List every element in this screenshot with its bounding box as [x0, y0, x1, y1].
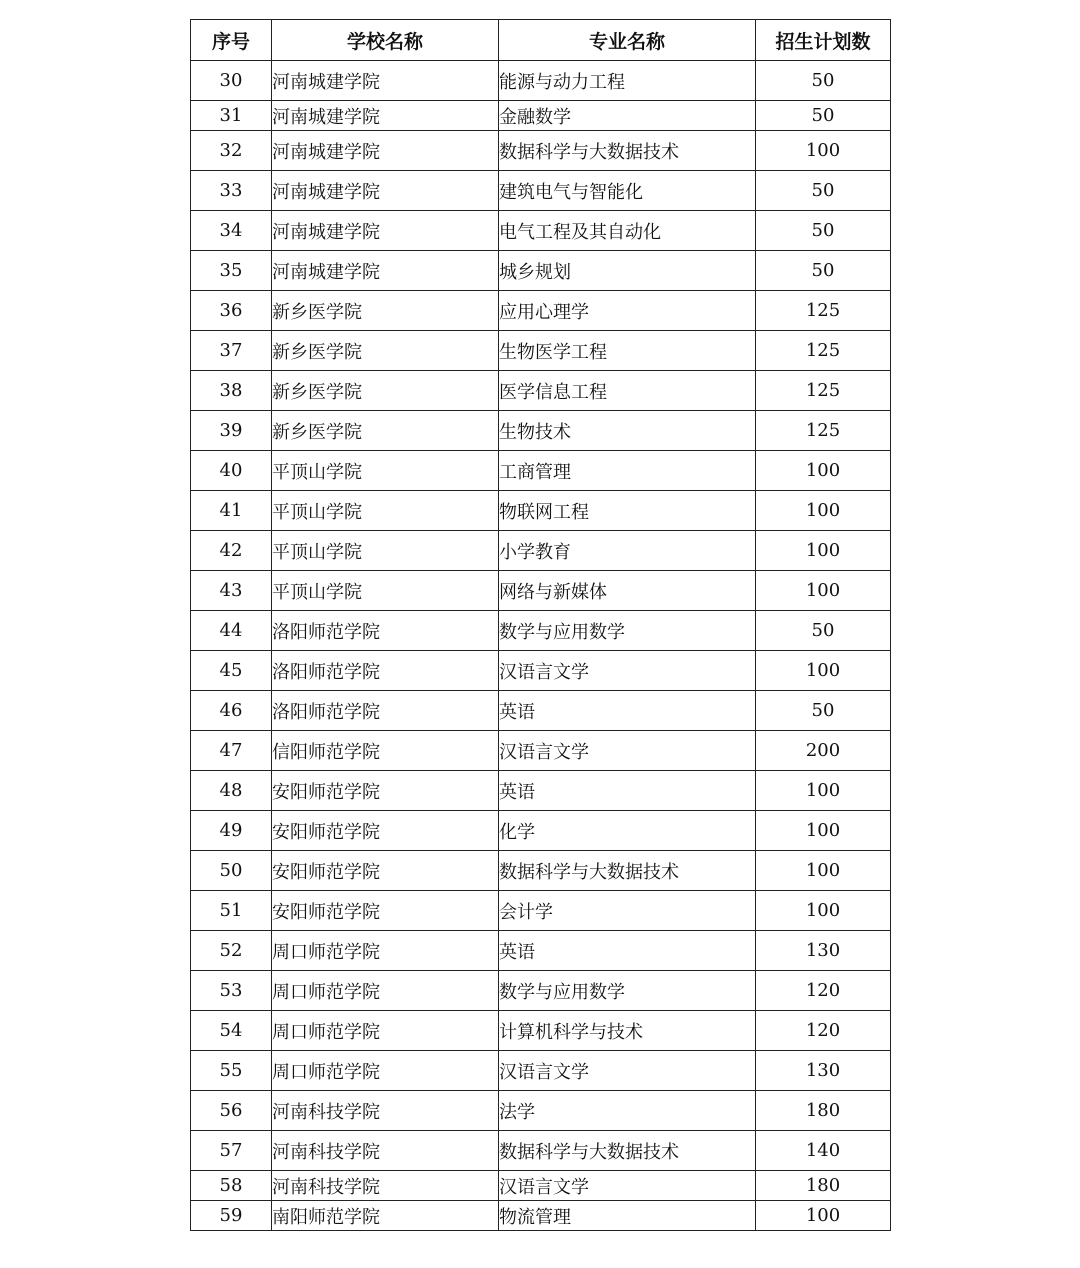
- major-name-cell: 小学教育: [499, 531, 756, 571]
- enrollment-plan-cell: 100: [756, 651, 891, 691]
- school-name-cell: 新乡医学院: [272, 371, 499, 411]
- major-name-cell: 物联网工程: [499, 491, 756, 531]
- enrollment-plan-cell: 100: [756, 451, 891, 491]
- school-name-cell: 河南城建学院: [272, 251, 499, 291]
- school-name-cell: 河南城建学院: [272, 101, 499, 131]
- major-name-cell: 汉语言文学: [499, 1051, 756, 1091]
- table-row: [191, 691, 891, 731]
- enrollment-plan-cell: 140: [756, 1131, 891, 1171]
- school-name-cell: 河南科技学院: [272, 1171, 499, 1201]
- school-name-cell: 安阳师范学院: [272, 771, 499, 811]
- major-name-cell: 金融数学: [499, 101, 756, 131]
- enrollment-plan-cell: 50: [756, 211, 891, 251]
- major-name-cell: 数据科学与大数据技术: [499, 851, 756, 891]
- table-row: [191, 651, 891, 691]
- serial-number-cell: 57: [191, 1131, 272, 1171]
- enrollment-plan-cell: 120: [756, 1011, 891, 1051]
- table-row: [191, 331, 891, 371]
- table-row: [191, 611, 891, 651]
- table-row: [191, 61, 891, 101]
- table-row: [191, 1091, 891, 1131]
- table-row: [191, 1131, 891, 1171]
- table-row: [191, 1171, 891, 1201]
- serial-number-cell: 45: [191, 651, 272, 691]
- serial-number-cell: 35: [191, 251, 272, 291]
- school-name-cell: 安阳师范学院: [272, 811, 499, 851]
- major-name-cell: 数学与应用数学: [499, 611, 756, 651]
- table-row: [191, 1011, 891, 1051]
- serial-number-cell: 44: [191, 611, 272, 651]
- major-name-cell: 应用心理学: [499, 291, 756, 331]
- header-serial-number: 序号: [191, 20, 272, 61]
- serial-number-cell: 47: [191, 731, 272, 771]
- serial-number-cell: 54: [191, 1011, 272, 1051]
- enrollment-plan-cell: 125: [756, 411, 891, 451]
- major-name-cell: 汉语言文学: [499, 731, 756, 771]
- serial-number-cell: 31: [191, 101, 272, 131]
- enrollment-plan-cell: 50: [756, 691, 891, 731]
- school-name-cell: 新乡医学院: [272, 411, 499, 451]
- table-row: [191, 101, 891, 131]
- school-name-cell: 洛阳师范学院: [272, 691, 499, 731]
- school-name-cell: 新乡医学院: [272, 291, 499, 331]
- table-row: [191, 291, 891, 331]
- serial-number-cell: 50: [191, 851, 272, 891]
- serial-number-cell: 33: [191, 171, 272, 211]
- serial-number-cell: 40: [191, 451, 272, 491]
- school-name-cell: 周口师范学院: [272, 931, 499, 971]
- header-enrollment-plan: 招生计划数: [756, 20, 891, 61]
- serial-number-cell: 39: [191, 411, 272, 451]
- major-name-cell: 汉语言文学: [499, 651, 756, 691]
- serial-number-cell: 37: [191, 331, 272, 371]
- serial-number-cell: 42: [191, 531, 272, 571]
- school-name-cell: 洛阳师范学院: [272, 611, 499, 651]
- school-name-cell: 平顶山学院: [272, 531, 499, 571]
- table-row: [191, 211, 891, 251]
- enrollment-plan-cell: 50: [756, 171, 891, 211]
- serial-number-cell: 56: [191, 1091, 272, 1131]
- table-body: [191, 61, 891, 1231]
- major-name-cell: 英语: [499, 771, 756, 811]
- major-name-cell: 数据科学与大数据技术: [499, 1131, 756, 1171]
- major-name-cell: 城乡规划: [499, 251, 756, 291]
- table-row: [191, 931, 891, 971]
- major-name-cell: 工商管理: [499, 451, 756, 491]
- serial-number-cell: 32: [191, 131, 272, 171]
- major-name-cell: 生物技术: [499, 411, 756, 451]
- enrollment-plan-cell: 100: [756, 531, 891, 571]
- school-name-cell: 河南城建学院: [272, 61, 499, 101]
- enrollment-plan-cell: 100: [756, 491, 891, 531]
- table-row: [191, 491, 891, 531]
- enrollment-plan-cell: 100: [756, 891, 891, 931]
- table-row: [191, 131, 891, 171]
- header-major-name: 专业名称: [499, 20, 756, 61]
- enrollment-plan-cell: 180: [756, 1171, 891, 1201]
- major-name-cell: 能源与动力工程: [499, 61, 756, 101]
- table-row: [191, 891, 891, 931]
- major-name-cell: 汉语言文学: [499, 1171, 756, 1201]
- serial-number-cell: 36: [191, 291, 272, 331]
- school-name-cell: 平顶山学院: [272, 571, 499, 611]
- enrollment-plan-cell: 50: [756, 611, 891, 651]
- major-name-cell: 会计学: [499, 891, 756, 931]
- table-row: [191, 371, 891, 411]
- table-row: [191, 1051, 891, 1091]
- major-name-cell: 数据科学与大数据技术: [499, 131, 756, 171]
- serial-number-cell: 48: [191, 771, 272, 811]
- enrollment-plan-cell: 50: [756, 61, 891, 101]
- school-name-cell: 平顶山学院: [272, 491, 499, 531]
- school-name-cell: 安阳师范学院: [272, 851, 499, 891]
- serial-number-cell: 41: [191, 491, 272, 531]
- enrollment-plan-cell: 100: [756, 771, 891, 811]
- table-row: [191, 171, 891, 211]
- table-row: [191, 811, 891, 851]
- table-row: [191, 571, 891, 611]
- enrollment-plan-cell: 125: [756, 331, 891, 371]
- major-name-cell: 生物医学工程: [499, 331, 756, 371]
- serial-number-cell: 34: [191, 211, 272, 251]
- table-header-row: [191, 20, 891, 61]
- major-name-cell: 医学信息工程: [499, 371, 756, 411]
- serial-number-cell: 49: [191, 811, 272, 851]
- school-name-cell: 河南科技学院: [272, 1131, 499, 1171]
- school-name-cell: 信阳师范学院: [272, 731, 499, 771]
- enrollment-plan-cell: 125: [756, 291, 891, 331]
- major-name-cell: 化学: [499, 811, 756, 851]
- enrollment-plan-cell: 125: [756, 371, 891, 411]
- major-name-cell: 建筑电气与智能化: [499, 171, 756, 211]
- table-row: [191, 1201, 891, 1231]
- school-name-cell: 新乡医学院: [272, 331, 499, 371]
- header-school-name: 学校名称: [272, 20, 499, 61]
- major-name-cell: 英语: [499, 931, 756, 971]
- serial-number-cell: 43: [191, 571, 272, 611]
- major-name-cell: 电气工程及其自动化: [499, 211, 756, 251]
- enrollment-plan-cell: 100: [756, 1201, 891, 1231]
- enrollment-plan-cell: 50: [756, 101, 891, 131]
- serial-number-cell: 38: [191, 371, 272, 411]
- school-name-cell: 平顶山学院: [272, 451, 499, 491]
- serial-number-cell: 59: [191, 1201, 272, 1231]
- enrollment-plan-cell: 180: [756, 1091, 891, 1131]
- table-row: [191, 451, 891, 491]
- major-name-cell: 物流管理: [499, 1201, 756, 1231]
- table-row: [191, 251, 891, 291]
- major-name-cell: 英语: [499, 691, 756, 731]
- school-name-cell: 河南城建学院: [272, 171, 499, 211]
- enrollment-plan-table: [190, 19, 891, 1231]
- table-row: [191, 771, 891, 811]
- enrollment-plan-cell: 130: [756, 1051, 891, 1091]
- enrollment-plan-cell: 120: [756, 971, 891, 1011]
- serial-number-cell: 52: [191, 931, 272, 971]
- serial-number-cell: 55: [191, 1051, 272, 1091]
- school-name-cell: 南阳师范学院: [272, 1201, 499, 1231]
- enrollment-plan-cell: 50: [756, 251, 891, 291]
- school-name-cell: 安阳师范学院: [272, 891, 499, 931]
- school-name-cell: 周口师范学院: [272, 1051, 499, 1091]
- table-row: [191, 531, 891, 571]
- enrollment-plan-cell: 200: [756, 731, 891, 771]
- serial-number-cell: 53: [191, 971, 272, 1011]
- table-row: [191, 411, 891, 451]
- table-row: [191, 971, 891, 1011]
- enrollment-plan-cell: 100: [756, 851, 891, 891]
- school-name-cell: 河南科技学院: [272, 1091, 499, 1131]
- major-name-cell: 计算机科学与技术: [499, 1011, 756, 1051]
- major-name-cell: 网络与新媒体: [499, 571, 756, 611]
- major-name-cell: 数学与应用数学: [499, 971, 756, 1011]
- enrollment-plan-cell: 100: [756, 571, 891, 611]
- enrollment-plan-cell: 100: [756, 811, 891, 851]
- school-name-cell: 周口师范学院: [272, 971, 499, 1011]
- table-row: [191, 731, 891, 771]
- serial-number-cell: 58: [191, 1171, 272, 1201]
- school-name-cell: 洛阳师范学院: [272, 651, 499, 691]
- serial-number-cell: 46: [191, 691, 272, 731]
- school-name-cell: 周口师范学院: [272, 1011, 499, 1051]
- school-name-cell: 河南城建学院: [272, 131, 499, 171]
- table-row: [191, 851, 891, 891]
- school-name-cell: 河南城建学院: [272, 211, 499, 251]
- enrollment-plan-cell: 130: [756, 931, 891, 971]
- serial-number-cell: 30: [191, 61, 272, 101]
- enrollment-plan-cell: 100: [756, 131, 891, 171]
- serial-number-cell: 51: [191, 891, 272, 931]
- major-name-cell: 法学: [499, 1091, 756, 1131]
